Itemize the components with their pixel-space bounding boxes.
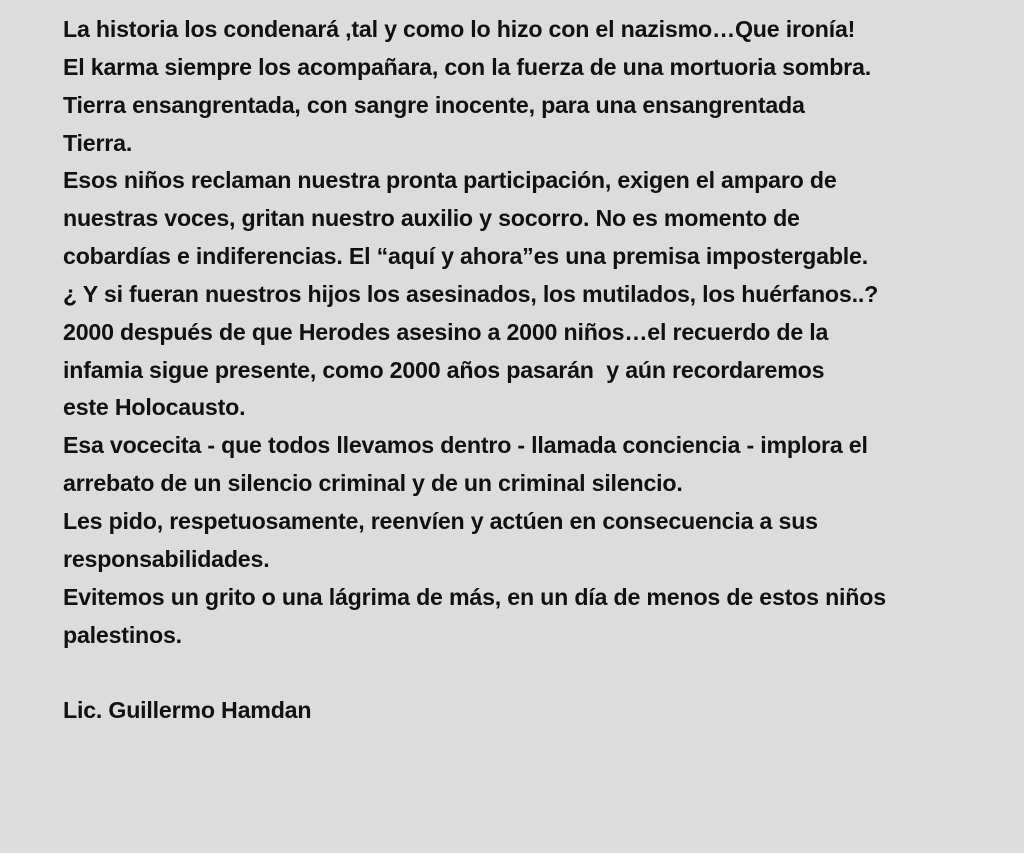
text-line: arrebato de un silencio criminal y de un criminal silencio. bbox=[63, 470, 683, 497]
text-line: infamia sigue presente, como 2000 años pasarán y aún recordaremos bbox=[63, 356, 825, 383]
text-line: El karma siempre los acompañara, con la fuerza de una mortuoria sombra. bbox=[63, 53, 871, 80]
text-line: Esa vocecita - que todos llevamos dentro - llamada conciencia - implora el bbox=[63, 432, 868, 459]
text-line: Esos niños reclaman nuestra pronta participación, exigen el amparo de bbox=[63, 167, 837, 194]
text-line: responsabilidades. bbox=[63, 545, 270, 572]
note-text-body bbox=[63, 11, 993, 730]
text-line: palestinos. bbox=[63, 621, 182, 648]
text-line: La historia los condenará ,tal y como lo hizo con el nazismo…Que ironía! bbox=[63, 16, 856, 42]
text-line: 2000 después de que Herodes asesino a 2000 niños…el recuerdo de la bbox=[63, 318, 829, 345]
text-line: Evitemos un grito o una lágrima de más, en un día de menos de estos niños bbox=[63, 583, 886, 610]
signature: Lic. Guillermo Hamdan bbox=[63, 697, 312, 724]
blank-line bbox=[63, 654, 993, 692]
text-line: Tierra ensangrentada, con sangre inocente, para una ensangrentada bbox=[63, 91, 805, 118]
text-line: nuestras voces, gritan nuestro auxilio y socorro. No es momento de bbox=[63, 205, 800, 232]
text-line: cobardías e indiferencias. El “aquí y ahora”es una premisa impostergable. bbox=[63, 243, 868, 270]
text-line: Tierra. bbox=[63, 129, 133, 156]
text-line: ¿ Y si fueran nuestros hijos los asesinados, los mutilados, los huérfanos..? bbox=[63, 280, 879, 307]
text-line: Les pido, respetuosamente, reenvíen y actúen en consecuencia a sus bbox=[63, 507, 818, 534]
text-line: este Holocausto. bbox=[63, 394, 246, 421]
